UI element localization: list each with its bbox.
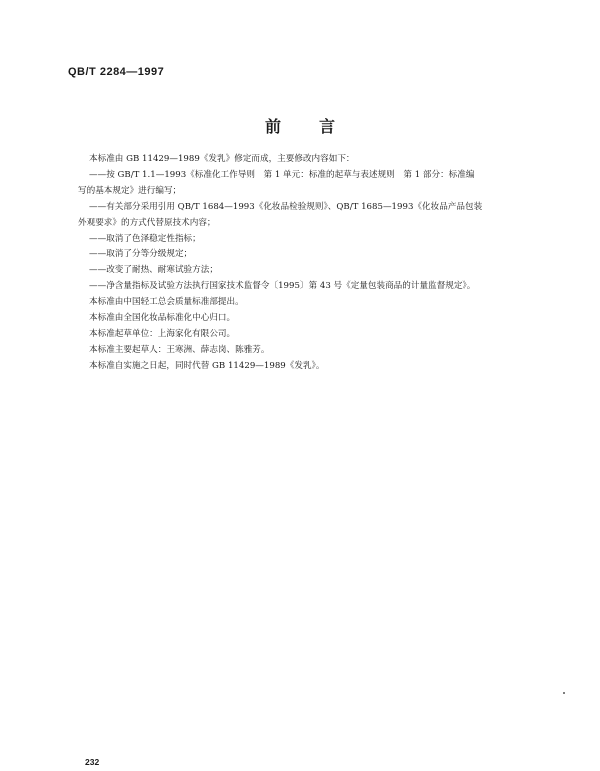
text-line: 写的基本规定》进行编写；	[78, 185, 182, 196]
title-char-1: 前	[264, 117, 281, 136]
standard-code: QB/T 2284—1997	[68, 66, 165, 78]
page-title	[0, 114, 600, 137]
text-line: ——按 GB/T 1.1—1993《标准化工作导则 第 1 单元：标准的起草与表述规则 第 1 部分：标准编	[89, 169, 475, 180]
text-line: ——有关部分采用引用 QB/T 1684—1993《化妆品检验规则》、QB/T 1685—1993《化妆品产品包装	[89, 201, 483, 212]
text-line: 本标准由 GB 11429—1989《发乳》修定而成，主要修改内容如下：	[89, 154, 355, 164]
text-line: 本标准由全国化妆品标准化中心归口。	[89, 313, 236, 324]
text-line: ——取消了色泽稳定性指标；	[89, 233, 201, 244]
title-char-2: 言	[319, 117, 336, 136]
text-line: 外观要求》的方式代替原技术内容；	[78, 217, 216, 228]
text-line: ——取消了分等分级规定；	[89, 249, 193, 260]
text-line: 本标准主要起草人：王寒洲、薛志岗、陈雅芳。	[89, 344, 270, 355]
page-number: 232	[85, 757, 100, 767]
text-line: 本标准自实施之日起，同时代替 GB 11429—1989《发乳》。	[89, 360, 325, 371]
text-line: ——净含量指标及试验方法执行国家技术监督令〔1995〕第 43 号《定量包装商品的计量监督规定》。	[89, 281, 476, 292]
body-text	[78, 152, 549, 375]
scan-speck	[563, 692, 565, 694]
text-line: 本标准由中国轻工总会质量标准部提出。	[89, 297, 244, 308]
text-line: ——改变了耐热、耐寒试验方法；	[89, 265, 218, 276]
text-line: 本标准起草单位：上海家化有限公司。	[89, 328, 236, 339]
